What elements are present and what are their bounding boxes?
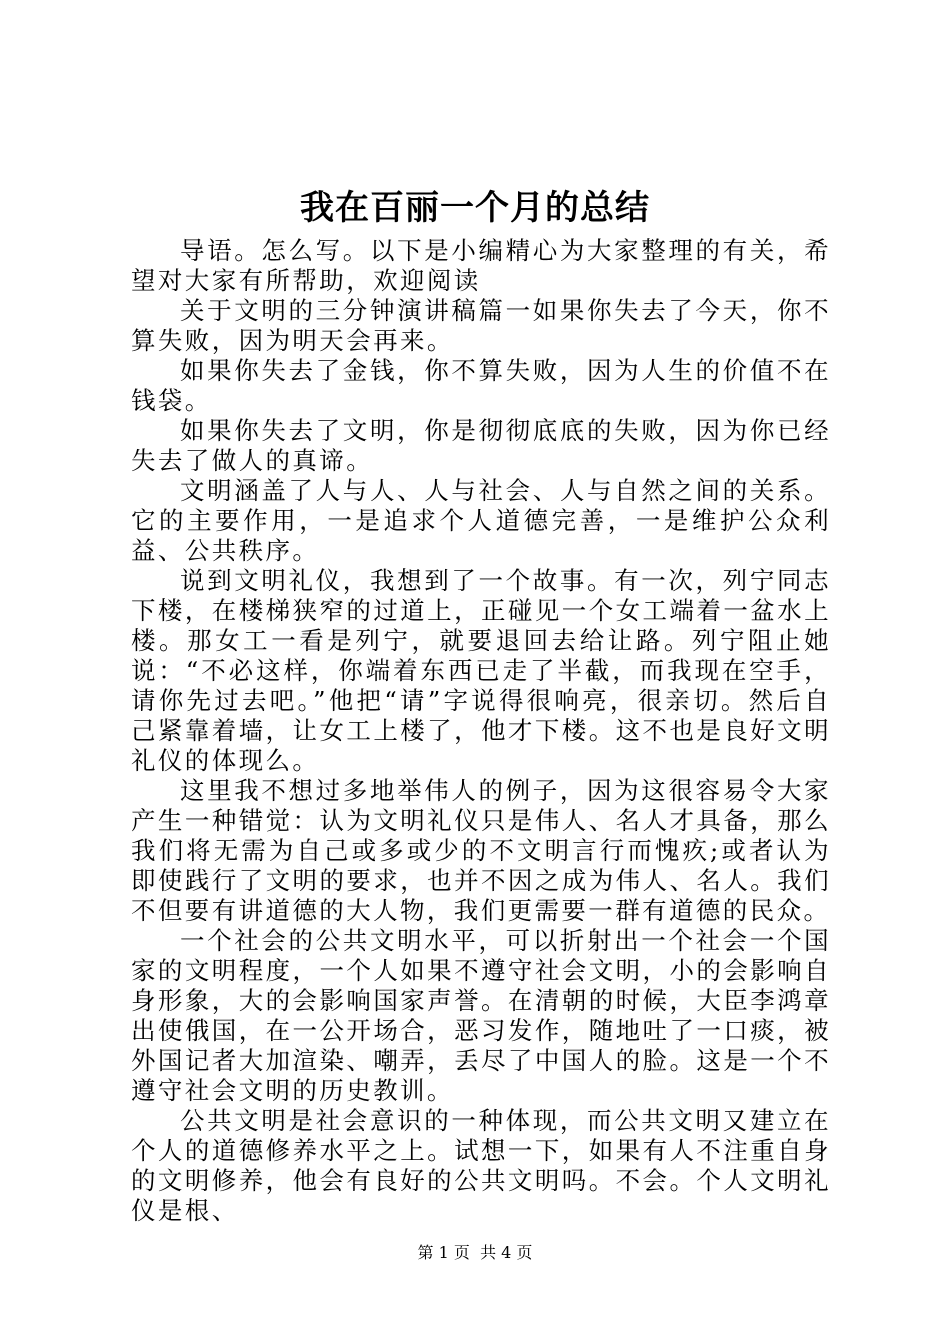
paragraph: 说到文明礼仪，我想到了一个故事。有一次，列宁同志下楼，在楼梯狭窄的过道上，正碰见一个女工端着一盆水上楼。那女工一看是列宁，就要退回去给让路。列宁阻止她说：“不必这样，你端着东西已走了半截，而我现在空手，请你先过去吧。”他把“请”字说得很响亮，很亲切。然后自己紧靠着墙，让女工上楼了，他才下楼。这不也是良好文明礼仪的体现么。 xyxy=(131,566,831,775)
paragraph: 这里我不想过多地举伟人的例子，因为这很容易令大家产生一种错觉：认为文明礼仪只是伟人、名人才具备，那么我们将无需为自己或多或少的不文明言行而愧疚;或者认为即使践行了文明的要求，也并不因之成为伟人、名人。我们不但要有讲道德的大人物，我们更需要一群有道德的民众。 xyxy=(131,776,831,925)
page-number: 第 1 页 共 4 页 xyxy=(417,1243,533,1262)
document-body xyxy=(131,236,831,1226)
page-footer xyxy=(0,1243,950,1263)
paragraph: 如果你失去了文明，你是彻彻底底的失败，因为你已经失去了做人的真谛。 xyxy=(131,416,831,475)
paragraph: 一个社会的公共文明水平，可以折射出一个社会一个国家的文明程度，一个人如果不遵守社会文明，小的会影响自身形象，大的会影响国家声誉。在清朝的时候，大臣李鸿章出使俄国，在一公开场合，恶习发作，随地吐了一口痰，被外国记者大加渲染、嘲弄，丢尽了中国人的脸。这是一个不遵守社会文明的历史教训。 xyxy=(131,926,831,1105)
paragraph: 关于文明的三分钟演讲稿篇一如果你失去了今天，你不算失败，因为明天会再来。 xyxy=(131,296,831,355)
paragraph: 文明涵盖了人与人、人与社会、人与自然之间的关系。它的主要作用，一是追求个人道德完善，一是维护公众利益、公共秩序。 xyxy=(131,476,831,565)
paragraph: 如果你失去了金钱，你不算失败，因为人生的价值不在钱袋。 xyxy=(131,356,831,415)
paragraph: 导语。怎么写。以下是小编精心为大家整理的有关，希望对大家有所帮助，欢迎阅读 xyxy=(131,236,831,295)
document-title: 我在百丽一个月的总结 xyxy=(300,188,650,228)
paragraph: 公共文明是社会意识的一种体现，而公共文明又建立在个人的道德修养水平之上。试想一下，如果有人不注重自身的文明修养，他会有良好的公共文明吗。不会。个人文明礼仪是根、 xyxy=(131,1106,831,1225)
